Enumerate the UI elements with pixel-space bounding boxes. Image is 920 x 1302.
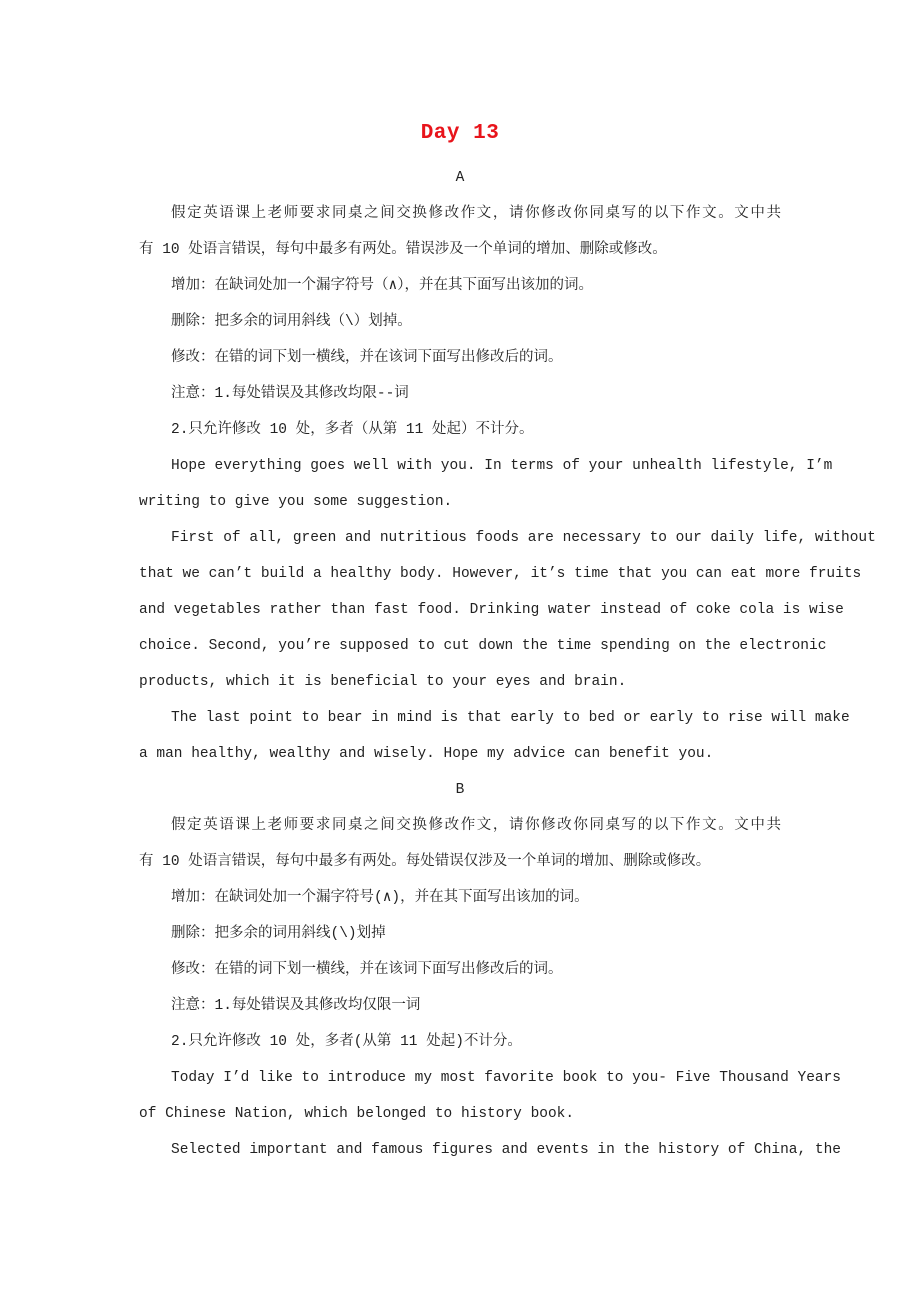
paragraph-line: a man healthy, wealthy and wisely. Hope my advice can benefit you.	[139, 746, 714, 762]
paragraph-line: Selected important and famous figures and events in the history of China, the	[171, 1142, 842, 1158]
paragraph-line: and vegetables rather than fast food. Drinking water instead of coke cola is wise	[139, 602, 844, 618]
page-title: Day 13	[420, 122, 500, 145]
paragraph-line: 2.只允许修改 10 处，多者（从第 11 处起）不计分。	[171, 422, 534, 438]
paragraph-line: products, which it is beneficial to your eyes and brain.	[139, 674, 627, 690]
paragraph-line: 假定英语课上老师要求同桌之间交换修改作文，请你修改你同桌写的以下作文。文中共	[171, 206, 781, 222]
paragraph-line: 有 10 处语言错误，每句中最多有两处。错误涉及一个单词的增加、删除或修改。	[139, 242, 667, 258]
paragraph-line: 删除：把多余的词用斜线（\）划掉。	[171, 314, 412, 330]
paragraph-line: that we can’t build a healthy body. However, it’s time that you can eat more fruits	[139, 566, 862, 582]
paragraph-line: The last point to bear in mind is that early to bed or early to rise will make	[171, 710, 850, 726]
paragraph-line: 假定英语课上老师要求同桌之间交换修改作文，请你修改你同桌写的以下作文。文中共	[171, 818, 781, 834]
section-heading: B	[455, 782, 465, 798]
paragraph-line: Hope everything goes well with you. In terms of your unhealth lifestyle, I’m	[171, 458, 833, 474]
paragraph-line: 增加：在缺词处加一个漏字符号(∧)，并在其下面写出该加的词。	[171, 890, 589, 906]
paragraph-line: 有 10 处语言错误，每句中最多有两处。每处错误仅涉及一个单词的增加、删除或修改。	[139, 854, 711, 870]
paragraph-line: 2.只允许修改 10 处，多者(从第 11 处起)不计分。	[171, 1034, 522, 1050]
document-body	[139, 160, 876, 1168]
paragraph-line: writing to give you some suggestion.	[139, 494, 453, 510]
paragraph-line: 删除：把多余的词用斜线(\)划掉	[171, 926, 386, 942]
paragraph-line: 修改：在错的词下划一横线，并在该词下面写出修改后的词。	[171, 962, 563, 978]
paragraph-line: 注意：1.每处错误及其修改均仅限一词	[171, 998, 421, 1014]
paragraph-line: 修改：在错的词下划一横线，并在该词下面写出修改后的词。	[171, 350, 563, 366]
paragraph-line: of Chinese Nation, which belonged to history book.	[139, 1106, 575, 1122]
paragraph-line: 注意：1.每处错误及其修改均限--词	[171, 386, 409, 402]
paragraph-line: Today I’d like to introduce my most favorite book to you- Five Thousand Years	[171, 1070, 842, 1086]
paragraph-line: 增加：在缺词处加一个漏字符号（∧），并在其下面写出该加的词。	[171, 278, 593, 294]
paragraph-line: First of all, green and nutritious foods are necessary to our daily life, without	[171, 530, 876, 546]
paragraph-line: choice. Second, you’re supposed to cut down the time spending on the electronic	[139, 638, 827, 654]
section-heading: A	[455, 170, 465, 186]
